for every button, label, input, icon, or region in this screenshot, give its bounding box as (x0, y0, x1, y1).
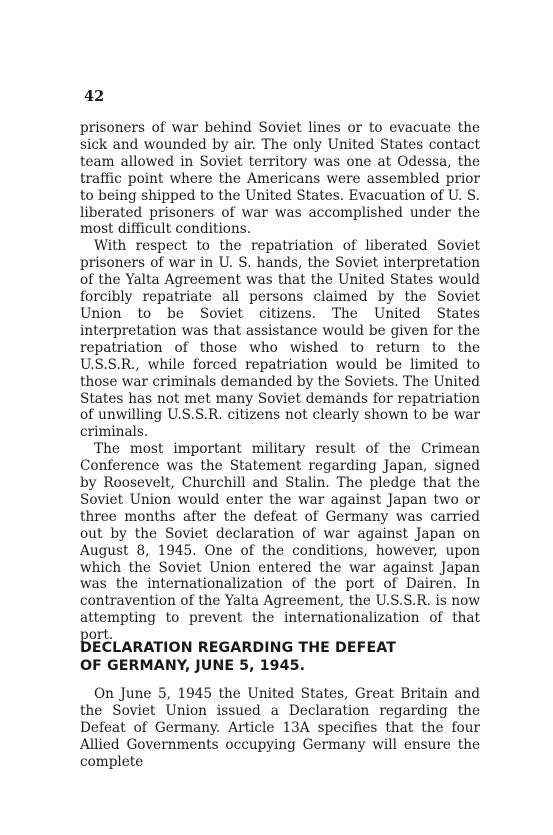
body-text-bottom (80, 686, 480, 771)
section-heading (80, 639, 480, 675)
body-text-top (80, 120, 480, 644)
paragraph-crimean-conference-japan: The most important military result of the Crimean Conference was the Statement regarding Japan, signed by Roosevelt, Churchill and Stalin. The pledge that the Soviet Union would enter the war against Japan two or three months after the defeat of Germany was carried out by the Soviet declaration of war against Japan on August 8, 1945. One of the conditions, however, upon which the Soviet Union entered the war against Japan was the internationalization of the port of Dairen. In contravention of the Yalta Agreement, the U.S.S.R. is now attempting to prevent the internationalization of that port. (80, 441, 480, 644)
section-heading-line-2: OF GERMANY, JUNE 5, 1945. (80, 658, 306, 674)
paragraph-declaration-germany: On June 5, 1945 the United States, Great Britain and the Soviet Union issued a Declaration regarding the Defeat of Germany. Article 13A specifies that the four Allied Governments occupying Germany will ensure the complete (80, 686, 480, 770)
paragraph-pow-evacuation: prisoners of war behind Soviet lines or to evacuate the sick and wounded by air. The only United States contact team allowed in Soviet territory was one at Odessa, the traffic point where the Americans were assembled prior to being shipped to the United States. Evacuation of U. S. liberated prisoners of war was accomplished under the most difficult conditions. (80, 120, 480, 238)
page-number: 42 (84, 88, 105, 105)
paragraph-soviet-repatriation: With respect to the repatriation of liberated Soviet prisoners of war in U. S. hands, the Soviet interpretation of the Yalta Agreement was that the United States would forcibly repatriate all persons claimed by the Soviet Union to be Soviet citizens. The United States interpretation was that assistance would be given for the repatriation of those who wished to return to the U.S.S.R., while forced repatriation would be limited to those war criminals demanded by the Soviets. The United States has not met many Soviet demands for repatriation of unwilling U.S.S.R. citizens not clearly shown to be war criminals. (80, 238, 480, 441)
section-heading-line-1: DECLARATION REGARDING THE DEFEAT (80, 640, 397, 656)
